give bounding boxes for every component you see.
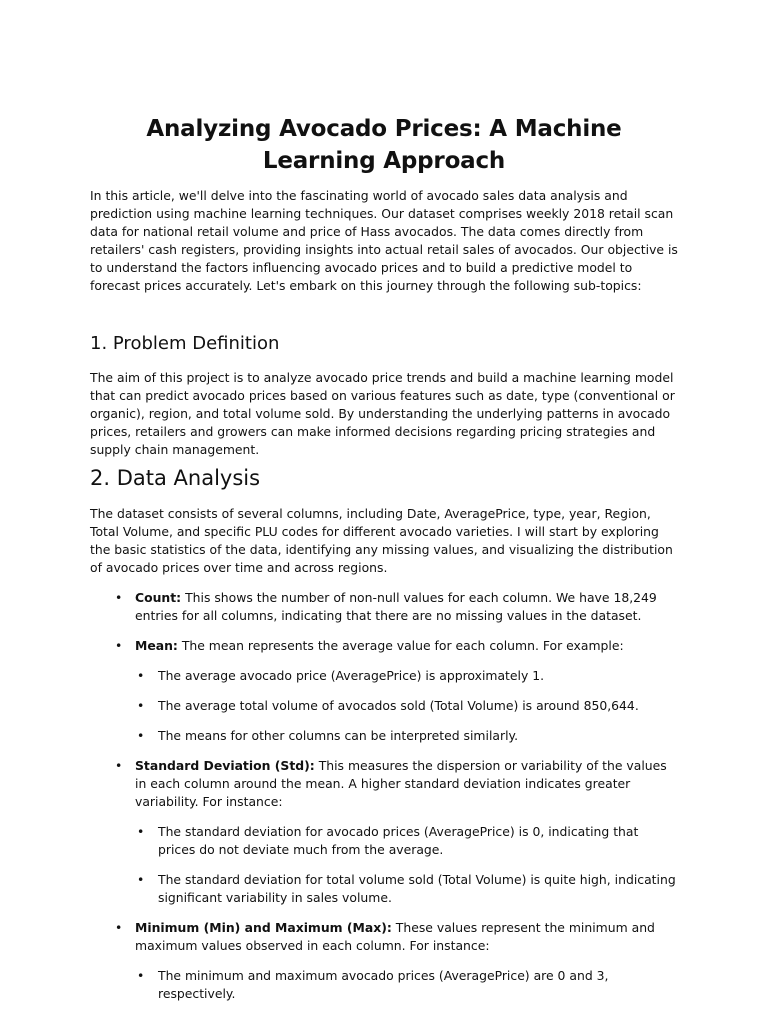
list-item-std-volume — [90, 871, 678, 907]
list-item-std-price — [90, 823, 678, 859]
list-item-mean-price — [90, 667, 678, 685]
section-heading-problem-definition: 1. Problem Definition — [90, 333, 280, 354]
bullet-icon: • — [137, 968, 145, 983]
problem-definition-paragraph: The aim of this project is to analyze avocado price trends and build a machine learning model that can predict avocado prices based on various features such as date, type (conventional or organic), region, and total volume sold. By understanding the underlying patterns in avocado prices, retailers and growers can make informed decisions regarding pricing strategies and supply chain management. — [90, 370, 675, 457]
list-item-text: The average total volume of avocados sold (Total Volume) is around 850,644. — [158, 698, 639, 713]
intro-paragraph: In this article, we'll delve into the fascinating world of avocado sales data analysis and prediction using machine learning techniques. Our dataset comprises weekly 2018 retail scan data for national retail volume and price of Hass avocados. The data comes directly from retailers' cash registers, providing insights into actual retail sales of avocados. Our objective is to understand the factors influencing avocado prices and to build a predictive model to forecast prices accurately. Let's embark on this journey through the following sub-topics: — [90, 188, 678, 293]
count-label: Count: — [135, 590, 182, 605]
bullet-icon: • — [137, 872, 145, 887]
bullet-icon: • — [115, 590, 123, 605]
data-analysis-paragraph: The dataset consists of several columns, including Date, AveragePrice, type, year, Region, Total Volume, and specific PLU codes for different avocado varieties. I will start by exploring the basic statistics of the data, identifying any missing values, and visualizing the distribution of avocado prices over time and across regions. — [90, 506, 673, 575]
list-item-text: The standard deviation for avocado prices (AveragePrice) is 0, indicating that prices do not deviate much from the average. — [158, 824, 639, 857]
std-text: This measures the dispersion or variability of the values in each column around the mean. A higher standard deviation indicates greater variability. For instance: — [135, 758, 667, 809]
section-heading-data-analysis: 2. Data Analysis — [90, 466, 261, 490]
bullet-icon: • — [137, 824, 145, 839]
bullet-icon: • — [137, 668, 145, 683]
mean-label: Mean: — [135, 638, 178, 653]
list-item-text: The minimum and maximum avocado prices (AveragePrice) are 0 and 3, respectively. — [158, 968, 609, 1001]
bullet-icon: • — [115, 638, 123, 653]
list-item-mean-volume — [90, 697, 678, 715]
bullet-icon: • — [115, 920, 123, 935]
list-item-mean-other — [90, 727, 678, 745]
list-item-std — [90, 757, 678, 811]
list-item-text: The average avocado price (AveragePrice) is approximately 1. — [158, 668, 545, 683]
mean-text: The mean represents the average value for each column. For example: — [177, 638, 624, 653]
list-item-minmax-price — [90, 967, 678, 1003]
count-text: This shows the number of non-null values for each column. We have 18,249 entries for all columns, indicating that there are no missing values in the dataset. — [135, 590, 657, 623]
bullet-icon: • — [137, 698, 145, 713]
list-item-mean — [90, 637, 678, 655]
document-title: Analyzing Avocado Prices: A Machine Learning Approach — [146, 116, 622, 174]
statistics-list — [90, 589, 678, 1003]
minmax-text: These values represent the minimum and maximum values observed in each column. For instance: — [135, 920, 655, 953]
list-item-text: The standard deviation for total volume sold (Total Volume) is quite high, indicating significant variability in sales volume. — [158, 872, 676, 905]
list-item-minmax — [90, 919, 678, 955]
bullet-icon: • — [115, 758, 123, 773]
list-item-count — [90, 589, 678, 625]
minmax-label: Minimum (Min) and Maximum (Max): — [135, 920, 392, 935]
bullet-icon: • — [137, 728, 145, 743]
std-label: Standard Deviation (Std): — [135, 758, 315, 773]
list-item-text: The means for other columns can be interpreted similarly. — [158, 728, 519, 743]
